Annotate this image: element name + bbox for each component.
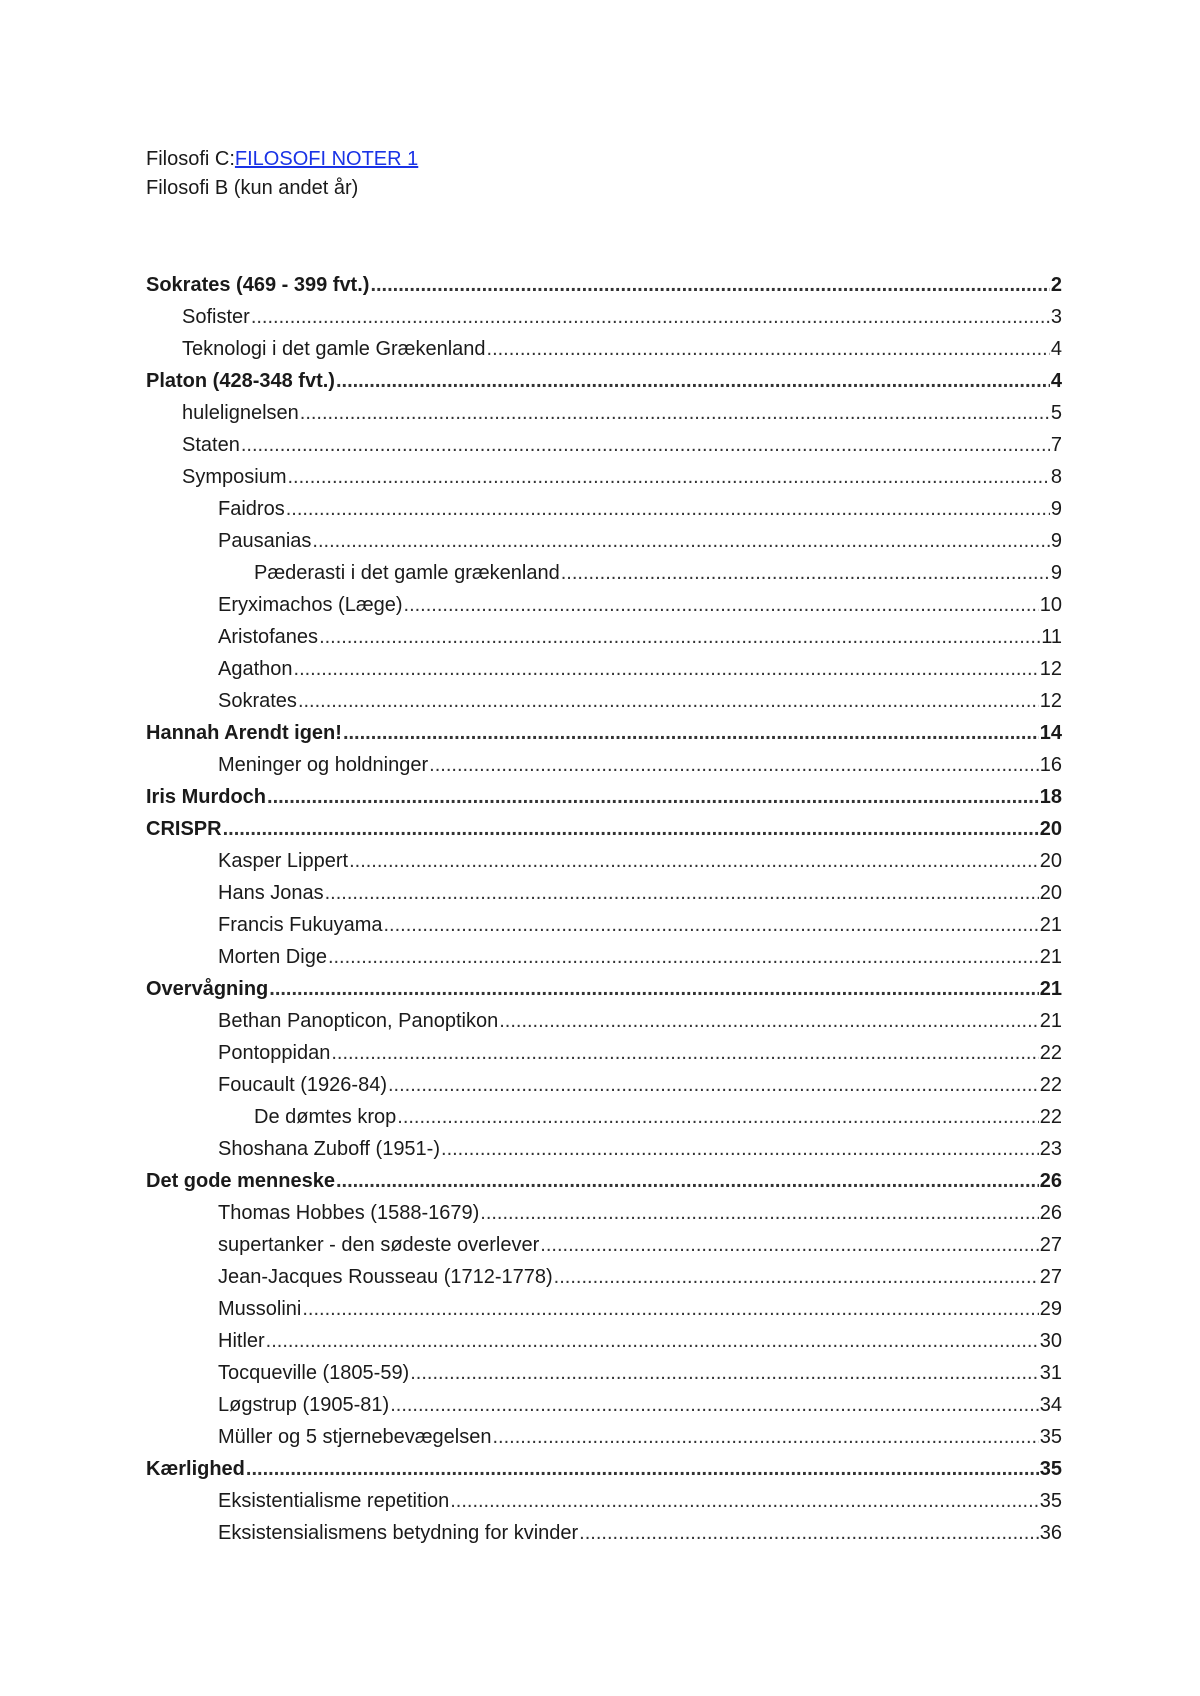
toc-entry[interactable] — [146, 1517, 1062, 1549]
toc-dot-leader — [429, 749, 1039, 781]
toc-entry-label: Eksistentialisme repetition — [218, 1490, 450, 1512]
toc-entry-label: Iris Murdoch — [146, 786, 267, 808]
toc-dot-leader — [251, 301, 1050, 333]
toc-entry[interactable] — [146, 845, 1062, 877]
toc-dot-leader — [397, 1101, 1038, 1133]
toc-entry[interactable] — [146, 397, 1062, 429]
toc-page-number: 36 — [1039, 1522, 1062, 1544]
toc-entry-label: Agathon — [218, 658, 293, 680]
toc-page-number: 8 — [1050, 466, 1062, 488]
toc-entry[interactable] — [146, 909, 1062, 941]
toc-entry[interactable] — [146, 877, 1062, 909]
toc-dot-leader — [246, 1453, 1039, 1485]
toc-dot-leader — [300, 397, 1050, 429]
toc-page-number: 18 — [1039, 786, 1062, 808]
toc-entry-label: Sokrates — [218, 690, 297, 712]
toc-entry-label: Symposium — [182, 466, 287, 488]
toc-page-number: 30 — [1039, 1330, 1062, 1352]
toc-entry-label: Sokrates (469 - 399 fvt.) — [146, 274, 370, 296]
toc-page-number: 12 — [1039, 658, 1062, 680]
toc-page-number: 9 — [1050, 530, 1062, 552]
toc-page-number: 27 — [1039, 1234, 1062, 1256]
toc-dot-leader — [410, 1357, 1039, 1389]
toc-entry-label: Francis Fukuyama — [218, 914, 383, 936]
toc-dot-leader — [312, 525, 1049, 557]
toc-entry[interactable] — [146, 1261, 1062, 1293]
toc-dot-leader — [370, 269, 1049, 301]
toc-entry-label: Bethan Panopticon, Panoptikon — [218, 1010, 499, 1032]
toc-dot-leader — [267, 781, 1039, 813]
toc-entry-label: Overvågning — [146, 978, 269, 1000]
toc-dot-leader — [540, 1229, 1038, 1261]
toc-entry[interactable] — [146, 1069, 1062, 1101]
toc-entry-label: Eksistensialismens betydning for kvinder — [218, 1522, 579, 1544]
toc-dot-leader — [579, 1517, 1039, 1549]
toc-entry[interactable] — [146, 749, 1062, 781]
toc-page-number: 21 — [1039, 914, 1062, 936]
toc-page-number: 26 — [1039, 1170, 1062, 1192]
toc-dot-leader — [499, 1005, 1039, 1037]
toc-entry[interactable] — [146, 589, 1062, 621]
toc-dot-leader — [266, 1325, 1039, 1357]
toc-entry-label: Det gode menneske — [146, 1170, 335, 1192]
toc-dot-leader — [493, 1421, 1039, 1453]
toc-heading-entry[interactable] — [146, 781, 1062, 813]
toc-dot-leader — [336, 365, 1050, 397]
toc-entry-label: Tocqueville (1805-59) — [218, 1362, 410, 1384]
toc-entry[interactable] — [146, 1037, 1062, 1069]
toc-heading-entry[interactable] — [146, 1165, 1062, 1197]
toc-dot-leader — [480, 1197, 1038, 1229]
toc-entry[interactable] — [146, 301, 1062, 333]
toc-entry[interactable] — [146, 1229, 1062, 1261]
toc-heading-entry[interactable] — [146, 973, 1062, 1005]
toc-page-number: 35 — [1039, 1490, 1062, 1512]
toc-page-number: 20 — [1039, 818, 1062, 840]
toc-page-number: 16 — [1039, 754, 1062, 776]
toc-entry[interactable] — [146, 429, 1062, 461]
toc-entry-label: Thomas Hobbes (1588-1679) — [218, 1202, 480, 1224]
toc-entry[interactable] — [146, 1133, 1062, 1165]
toc-entry-label: Foucault (1926-84) — [218, 1074, 387, 1096]
toc-dot-leader — [343, 717, 1039, 749]
toc-dot-leader — [450, 1485, 1039, 1517]
toc-page-number: 2 — [1050, 274, 1062, 296]
toc-entry[interactable] — [146, 1293, 1062, 1325]
toc-entry[interactable] — [146, 941, 1062, 973]
toc-entry[interactable] — [146, 1357, 1062, 1389]
toc-dot-leader — [487, 333, 1050, 365]
toc-entry-label: Sofister — [182, 306, 250, 328]
toc-page-number: 22 — [1039, 1106, 1062, 1128]
toc-page-number: 5 — [1050, 402, 1062, 424]
toc-dot-leader — [404, 589, 1039, 621]
toc-dot-leader — [302, 1293, 1038, 1325]
toc-page-number: 23 — [1039, 1138, 1062, 1160]
toc-dot-leader — [319, 621, 1040, 653]
header-prefix: Filosofi C: — [146, 148, 235, 170]
toc-page-number: 21 — [1039, 978, 1062, 1000]
toc-page-number: 11 — [1041, 626, 1062, 648]
toc-entry-label: Shoshana Zuboff (1951-) — [218, 1138, 441, 1160]
toc-page-number: 34 — [1039, 1394, 1062, 1416]
toc-dot-leader — [561, 557, 1050, 589]
toc-entry[interactable] — [146, 525, 1062, 557]
toc-entry-label: Morten Dige — [218, 946, 327, 968]
toc-page-number: 22 — [1039, 1074, 1062, 1096]
toc-entry-label: Faidros — [218, 498, 285, 520]
toc-entry[interactable] — [146, 1325, 1062, 1357]
toc-entry-label: CRISPR — [146, 818, 222, 840]
toc-entry-label: Mussolini — [218, 1298, 302, 1320]
filosofi-noter-link[interactable]: FILOSOFI NOTER 1 — [234, 148, 419, 170]
toc-entry-label: Kærlighed — [146, 1458, 245, 1480]
toc-entry-label: Staten — [182, 434, 240, 456]
toc-entry-label: supertanker - den sødeste overlever — [218, 1234, 540, 1256]
toc-dot-leader — [554, 1261, 1039, 1293]
toc-page-number: 20 — [1039, 882, 1062, 904]
toc-page-number: 14 — [1039, 722, 1062, 744]
toc-dot-leader — [223, 813, 1039, 845]
toc-entry[interactable] — [146, 461, 1062, 493]
toc-dot-leader — [390, 1389, 1039, 1421]
toc-entry-label: Teknologi i det gamle Grækenland — [182, 338, 486, 360]
toc-entry[interactable] — [146, 685, 1062, 717]
toc-page-number: 27 — [1039, 1266, 1062, 1288]
toc-dot-leader — [328, 941, 1039, 973]
toc-dot-leader — [441, 1133, 1039, 1165]
toc-page-number: 22 — [1039, 1042, 1062, 1064]
toc-entry[interactable] — [146, 557, 1062, 589]
toc-dot-leader — [325, 877, 1039, 909]
toc-entry-label: Hannah Arendt igen! — [146, 722, 342, 744]
toc-entry-label: De dømtes krop — [254, 1106, 397, 1128]
toc-dot-leader — [241, 429, 1050, 461]
toc-entry-label: Eryximachos (Læge) — [218, 594, 403, 616]
toc-page-number: 3 — [1050, 306, 1062, 328]
toc-entry-label: Platon (428-348 fvt.) — [146, 370, 335, 392]
toc-entry[interactable] — [146, 1421, 1062, 1453]
toc-entry-label: Jean-Jacques Rousseau (1712-1778) — [218, 1266, 553, 1288]
toc-dot-leader — [298, 685, 1039, 717]
toc-dot-leader — [331, 1037, 1038, 1069]
toc-page-number: 21 — [1039, 1010, 1062, 1032]
toc-entry-label: Kasper Lippert — [218, 850, 349, 872]
table-of-contents — [146, 269, 1062, 1549]
toc-entry-label: Pontoppidan — [218, 1042, 331, 1064]
toc-entry[interactable] — [146, 333, 1062, 365]
toc-entry-label: Hitler — [218, 1330, 265, 1352]
toc-page-number: 29 — [1039, 1298, 1062, 1320]
toc-dot-leader — [286, 493, 1050, 525]
toc-entry-label: Pæderasti i det gamle grækenland — [254, 562, 560, 584]
toc-page-number: 21 — [1039, 946, 1062, 968]
toc-entry-label: Aristofanes — [218, 626, 319, 648]
toc-entry-label: Hans Jonas — [218, 882, 324, 904]
toc-entry[interactable] — [146, 1101, 1062, 1133]
toc-page-number: 7 — [1050, 434, 1062, 456]
toc-entry[interactable] — [146, 493, 1062, 525]
toc-entry[interactable] — [146, 621, 1062, 653]
toc-heading-entry[interactable] — [146, 1453, 1062, 1485]
toc-page-number: 35 — [1039, 1426, 1062, 1448]
header-line-1 — [146, 145, 418, 174]
toc-page-number: 4 — [1050, 338, 1062, 360]
toc-entry[interactable] — [146, 1005, 1062, 1037]
toc-dot-leader — [384, 909, 1039, 941]
toc-heading-entry[interactable] — [146, 269, 1062, 301]
toc-entry-label: Pausanias — [218, 530, 312, 552]
toc-page-number: 26 — [1039, 1202, 1062, 1224]
toc-page-number: 4 — [1050, 370, 1062, 392]
toc-dot-leader — [349, 845, 1039, 877]
toc-page-number: 31 — [1039, 1362, 1062, 1384]
toc-entry[interactable] — [146, 1485, 1062, 1517]
toc-page-number: 9 — [1050, 498, 1062, 520]
toc-dot-leader — [388, 1069, 1039, 1101]
toc-page-number: 10 — [1039, 594, 1062, 616]
document-header — [146, 145, 418, 203]
toc-dot-leader — [287, 461, 1049, 493]
toc-entry-label: Løgstrup (1905-81) — [218, 1394, 390, 1416]
toc-entry-label: Müller og 5 stjernebevægelsen — [218, 1426, 492, 1448]
toc-page-number: 9 — [1050, 562, 1062, 584]
toc-entry[interactable] — [146, 1197, 1062, 1229]
toc-page-number: 20 — [1039, 850, 1062, 872]
toc-entry-label: Meninger og holdninger — [218, 754, 429, 776]
toc-heading-entry[interactable] — [146, 813, 1062, 845]
toc-entry-label: hulelignelsen — [182, 402, 299, 424]
toc-dot-leader — [269, 973, 1038, 1005]
toc-heading-entry[interactable] — [146, 717, 1062, 749]
toc-entry[interactable] — [146, 653, 1062, 685]
toc-entry[interactable] — [146, 1389, 1062, 1421]
header-line-2: Filosofi B (kun andet år) — [146, 177, 359, 199]
toc-page-number: 12 — [1039, 690, 1062, 712]
toc-page-number: 35 — [1039, 1458, 1062, 1480]
toc-dot-leader — [294, 653, 1039, 685]
toc-dot-leader — [336, 1165, 1039, 1197]
toc-heading-entry[interactable] — [146, 365, 1062, 397]
